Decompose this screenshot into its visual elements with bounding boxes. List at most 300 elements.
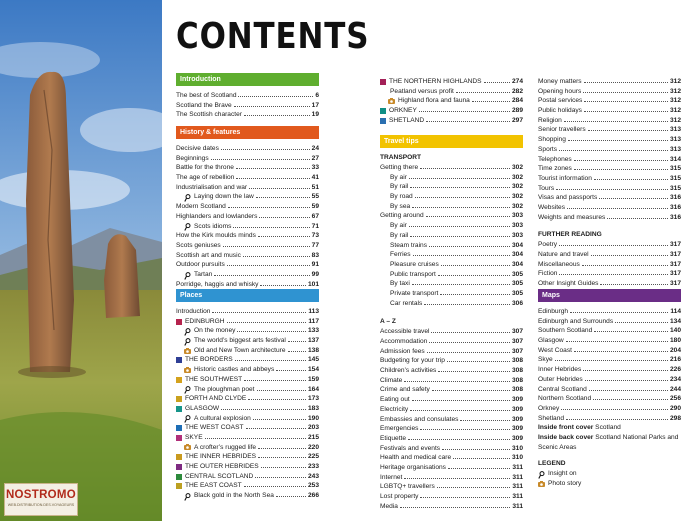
toc-entry-label: By sea [390, 202, 411, 210]
toc-entry [176, 260, 319, 270]
insight-icon [184, 338, 191, 344]
dot-leader [607, 213, 668, 219]
toc-entry-page: 297 [511, 116, 523, 124]
toc-entry [538, 174, 681, 184]
dot-leader [415, 192, 510, 198]
dot-leader [426, 211, 510, 217]
dot-leader [431, 327, 510, 333]
toc-entry-label: The Scottish character [176, 111, 242, 119]
toc-entry [538, 317, 681, 327]
dot-leader [561, 404, 668, 410]
toc-entry-label: Health and medical care [380, 454, 452, 462]
toc-entry-page: 133 [307, 327, 319, 335]
toc-entry-label: Admission fees [380, 347, 425, 355]
dot-leader [437, 482, 511, 488]
toc-entry [176, 280, 319, 290]
toc-entry [176, 414, 319, 424]
dot-leader [412, 202, 510, 208]
toc-entry [538, 365, 681, 375]
dot-leader [236, 163, 310, 169]
toc-entry-page: 253 [307, 482, 319, 490]
toc-entry-page: 140 [669, 327, 681, 335]
dot-leader [564, 116, 668, 122]
toc-entry-label: Highlanders and lowlanders [176, 212, 258, 220]
photo-story-icon [538, 481, 545, 487]
toc-entry-page: 67 [311, 212, 319, 220]
toc-entry [176, 173, 319, 183]
toc-entry [538, 385, 681, 395]
dot-leader [288, 336, 306, 342]
toc-entry-label: Eating out [380, 396, 410, 404]
section-az-continued [538, 77, 681, 289]
toc-entry [380, 221, 523, 231]
insight-icon [184, 328, 191, 334]
toc-entry [538, 336, 681, 346]
legend-photo [538, 479, 681, 489]
toc-entry [176, 101, 319, 111]
dot-leader [582, 260, 668, 266]
toc-entry [380, 289, 523, 299]
toc-entry [538, 394, 681, 404]
toc-entry [538, 203, 681, 213]
toc-entry [380, 463, 523, 473]
toc-entry-label: Accessible travel [380, 328, 430, 336]
toc-entry [538, 77, 681, 87]
toc-entry [538, 326, 681, 336]
toc-entry [176, 231, 319, 241]
toc-entry [176, 423, 319, 433]
toc-entry-page: 137 [307, 337, 319, 345]
publisher-logo [4, 483, 78, 516]
toc-entry [380, 415, 523, 425]
toc-entry-page: 203 [307, 424, 319, 432]
section-header-travel-tips: Travel tips [380, 135, 523, 148]
dot-leader [453, 453, 510, 459]
toc-entry-label: Embassies and consulates [380, 415, 459, 423]
toc-entry-label: By taxi [390, 280, 410, 288]
dot-leader [243, 251, 310, 257]
region-color-marker [176, 319, 182, 325]
dot-leader [568, 135, 668, 141]
toc-entry-label: Introduction [176, 308, 211, 315]
dot-leader [432, 385, 510, 391]
toc-entry [380, 173, 523, 183]
toc-entry [176, 433, 319, 443]
toc-entry-page: 134 [669, 317, 681, 325]
dot-leader [246, 423, 306, 429]
toc-entry [538, 87, 681, 97]
toc-entry-page: 51 [311, 183, 319, 191]
toc-entry-page: 316 [669, 194, 681, 202]
standing-stones-photo [0, 0, 162, 521]
dot-leader [438, 366, 510, 372]
toc-entry-page: 91 [311, 261, 319, 269]
toc-entry-label: Postal services [538, 97, 583, 105]
toc-entry [380, 327, 523, 337]
dot-leader [440, 289, 510, 295]
dot-leader [599, 193, 668, 199]
toc-entry-label: Children’s activities [380, 367, 437, 375]
toc-entry [176, 307, 319, 317]
inside-back-cover [538, 433, 681, 452]
dot-leader [420, 492, 510, 498]
toc-entry-label: THE SOUTHWEST [185, 375, 243, 383]
dot-leader [594, 174, 668, 180]
toc-entry-label: Weights and measures [538, 213, 606, 221]
toc-entry-label: THE NORTHERN HIGHLANDS [389, 78, 482, 85]
toc-entry [176, 202, 319, 212]
dot-leader [260, 280, 306, 286]
toc-entry-page: 282 [511, 87, 523, 95]
toc-entry-label: Skye [538, 356, 553, 364]
dot-leader [256, 192, 310, 198]
toc-entry-page: 311 [512, 483, 523, 491]
toc-entry-page: 55 [311, 193, 319, 201]
toc-entry-page: 314 [669, 155, 681, 163]
dot-leader [249, 183, 310, 189]
toc-entry-label: Scottish art and music [176, 251, 241, 259]
toc-entry-label: Media [380, 502, 398, 510]
toc-entry-label: THE WEST COAST [185, 424, 244, 432]
toc-entry-page: 220 [307, 443, 319, 451]
toc-entry-label: By road [390, 193, 413, 201]
toc-entry-label: Senior travellers [538, 126, 586, 134]
transport-list [380, 163, 523, 308]
toc-entry [380, 424, 523, 434]
toc-entry-page: 183 [307, 404, 319, 412]
insight-icon [184, 415, 191, 421]
toc-entry [176, 462, 319, 472]
toc-entry-page: 298 [669, 414, 681, 422]
toc-entry-page: 274 [511, 78, 523, 85]
toc-entry-label: Industrialisation and war [176, 183, 248, 191]
toc-entry [176, 241, 319, 251]
toc-entry [380, 163, 523, 173]
photo-story-icon [184, 348, 191, 354]
toc-entry-label: Historic castles and abbeys [194, 366, 275, 374]
logo-tagline: WEB.DISTRIBUTION.DES.VOYAGEURS [7, 503, 75, 507]
toc-entry-label: Fiction [538, 270, 558, 278]
toc-entry [176, 346, 319, 356]
dot-leader [233, 222, 309, 228]
toc-entry-label: EDINBURGH [185, 317, 225, 325]
section-history [176, 126, 319, 289]
toc-entry [380, 116, 523, 126]
toc-entry-page: 290 [669, 404, 681, 412]
toc-entry-label: GLASGOW [185, 404, 220, 412]
dot-leader [574, 155, 668, 161]
toc-entry-label: Nature and travel [538, 251, 589, 258]
toc-entry-page: 256 [669, 395, 681, 403]
toc-entry-page: 154 [307, 366, 319, 374]
toc-entry-page: 303 [511, 222, 523, 230]
toc-entry [176, 394, 319, 404]
dot-leader [205, 433, 306, 439]
toc-entry-page: 317 [669, 280, 681, 288]
toc-entry-label: Money matters [538, 78, 582, 85]
toc-entry-page: 289 [511, 107, 523, 115]
region-color-marker [176, 464, 182, 470]
toc-entry-page: 311 [512, 493, 523, 500]
toc-entry [176, 251, 319, 261]
toc-entry-page: 180 [669, 337, 681, 345]
dot-leader [559, 269, 668, 275]
toc-entry [380, 356, 523, 366]
toc-entry-label: By rail [390, 183, 409, 191]
page-title: CONTENTS [176, 16, 370, 57]
toc-entry-page: 302 [511, 173, 523, 181]
dot-leader [413, 250, 510, 256]
toc-entry-page: 302 [511, 202, 523, 210]
toc-entry-label: The best of Scotland [176, 92, 237, 99]
toc-entry-page: 266 [307, 492, 319, 500]
region-color-marker [176, 474, 182, 480]
photo-story-icon [184, 367, 191, 373]
toc-entry-label: Tartan [194, 270, 213, 278]
dot-leader [574, 164, 668, 170]
region-color-marker [176, 435, 182, 441]
toc-entry [538, 279, 681, 289]
dot-leader [566, 414, 668, 420]
section-places [176, 289, 319, 501]
dot-leader [426, 116, 510, 122]
toc-entry-label: Modern Scotland [176, 203, 226, 211]
toc-entry-page: 309 [511, 415, 523, 423]
dot-leader [400, 502, 510, 508]
toc-entry-page: 24 [311, 145, 319, 152]
photo-story-icon [184, 444, 191, 450]
toc-entry [380, 299, 523, 309]
transport-heading: TRANSPORT [380, 154, 422, 161]
inside-back-cover-label: Inside back cover [538, 433, 594, 441]
toc-entry-label: Steam trains [390, 241, 428, 249]
inside-front-cover-label: Inside front cover [538, 424, 594, 432]
toc-entry-label: Orkney [538, 404, 560, 412]
logo-name: NOSTROMO [5, 489, 77, 501]
toc-entry [176, 365, 319, 375]
legend-heading: LEGEND [538, 460, 566, 468]
places-continued-list [380, 77, 523, 125]
toc-entry-label: Car rentals [390, 299, 423, 307]
section-travel-tips [380, 135, 523, 511]
dot-leader [448, 463, 510, 469]
toc-entry-page: 316 [669, 213, 681, 221]
dot-leader [258, 443, 306, 449]
dot-leader [410, 405, 510, 411]
toc-entry [176, 110, 319, 120]
toc-entry [380, 405, 523, 415]
toc-entry [176, 452, 319, 462]
region-color-marker [176, 406, 182, 412]
toc-entry-label: Telephones [538, 155, 572, 163]
toc-entry-page: 6 [315, 92, 319, 99]
legend-photo-label: Photo story [548, 480, 582, 488]
toc-entry-page: 316 [669, 203, 681, 211]
toc-entry [538, 404, 681, 414]
toc-entry-label: Poetry [538, 241, 558, 249]
toc-entry [176, 375, 319, 385]
toc-entry-label: Getting around [380, 212, 424, 220]
toc-entry-label: By air [390, 173, 407, 181]
toc-entry-label: Time zones [538, 165, 572, 173]
toc-entry-label: The ploughman poet [194, 385, 255, 393]
further-reading-heading: FURTHER READING [538, 231, 602, 239]
toc-entry [380, 192, 523, 202]
toc-entry [176, 163, 319, 173]
toc-entry-page: 101 [307, 280, 319, 288]
toc-entry-label: Electricity [380, 405, 409, 413]
toc-entry [176, 154, 319, 164]
dot-leader [472, 96, 510, 102]
toc-entry-page: 225 [307, 453, 319, 461]
toc-entry-page: 302 [511, 164, 523, 171]
dot-leader [404, 473, 510, 479]
dot-leader [584, 96, 668, 102]
dot-leader [484, 77, 510, 83]
dot-leader [276, 365, 306, 371]
toc-entry-label: Miscellaneous [538, 260, 580, 268]
toc-entry-page: 310 [511, 454, 523, 462]
dot-leader [258, 452, 306, 458]
toc-entry-label: THE INNER HEBRIDES [185, 453, 257, 461]
inside-front-cover-text: Scotland [595, 424, 621, 432]
toc-entry-page: 307 [511, 328, 523, 336]
toc-entry [380, 231, 523, 241]
insight-icon [184, 194, 191, 200]
toc-entry-page: 312 [669, 78, 681, 85]
toc-entry [380, 182, 523, 192]
dot-leader [259, 212, 309, 218]
dot-leader [235, 355, 306, 361]
toc-entry-page: 244 [669, 385, 681, 393]
toc-entry [380, 77, 523, 87]
toc-entry-page: 309 [511, 405, 523, 413]
toc-entry [538, 269, 681, 279]
toc-entry [538, 155, 681, 165]
toc-entry-label: Pleasure cruises [390, 260, 439, 268]
insight-icon [184, 223, 191, 229]
insight-icon [538, 471, 545, 477]
dot-leader [460, 415, 510, 421]
toc-entry-label: Crime and safety [380, 386, 430, 394]
dot-leader [424, 299, 510, 305]
toc-entry-label: FORTH AND CLYDE [185, 395, 247, 403]
region-color-marker [176, 377, 182, 383]
az-heading: A – Z [380, 318, 396, 326]
toc-entry [380, 270, 523, 280]
toc-entry-label: By air [390, 222, 407, 230]
section-maps [538, 289, 681, 489]
dot-leader [228, 202, 310, 208]
toc-entry [538, 346, 681, 356]
toc-entry-label: Ferries [390, 251, 411, 259]
dot-leader [412, 395, 510, 401]
toc-entry-page: 233 [307, 463, 319, 470]
dot-leader [255, 472, 306, 478]
toc-entry-page: 312 [669, 87, 681, 95]
toc-entry-page: 226 [669, 366, 681, 374]
toc-entry [380, 96, 523, 106]
toc-entry-label: Opening hours [538, 87, 582, 95]
toc-entry-page: 317 [669, 251, 681, 258]
toc-entry [380, 492, 523, 502]
further-reading-list [538, 240, 681, 288]
toc-entry-page: 284 [511, 97, 523, 105]
dot-leader [583, 365, 668, 371]
toc-entry-page: 308 [511, 367, 523, 375]
section-places-continued [380, 77, 523, 125]
toc-entry-page: 311 [512, 502, 523, 510]
toc-entry-page: 317 [669, 241, 681, 249]
dot-leader [244, 375, 306, 381]
toc-entry [538, 145, 681, 155]
toc-entry [380, 444, 523, 454]
toc-entry-label: Budgeting for your trip [380, 357, 445, 365]
toc-entry-page: 114 [670, 308, 681, 315]
toc-entry-label: Highland flora and fauna [398, 97, 470, 105]
toc-entry-page: 313 [669, 136, 681, 144]
toc-entry-label: Northern Scotland [538, 395, 592, 403]
dot-leader [276, 491, 306, 497]
dot-leader [584, 106, 668, 112]
region-color-marker [176, 425, 182, 431]
toc-entry-page: 33 [311, 164, 319, 172]
toc-entry-page: 306 [511, 299, 523, 307]
toc-entry-page: 308 [511, 357, 523, 365]
toc-entry-label: ORKNEY [389, 107, 417, 115]
toc-entry-label: Internet [380, 473, 403, 481]
toc-entry-label: Tours [538, 184, 555, 192]
toc-entry-label: Public holidays [538, 107, 582, 115]
toc-entry [538, 213, 681, 223]
toc-entry-page: 308 [511, 376, 523, 384]
dot-leader [410, 182, 510, 188]
dot-leader [234, 101, 310, 107]
dot-leader [261, 462, 306, 468]
toc-entry [380, 279, 523, 289]
dot-leader [409, 173, 510, 179]
section-header-places: Places [176, 289, 319, 302]
dot-leader [427, 347, 510, 353]
toc-entry-label: On the money [194, 327, 236, 335]
toc-entry-page: 19 [311, 111, 319, 119]
toc-entry-label: Scots geniuses [176, 241, 221, 249]
toc-entry-page: 311 [512, 473, 523, 481]
toc-entry [538, 375, 681, 385]
dot-leader [404, 376, 510, 382]
dot-leader [244, 110, 310, 116]
toc-entry-label: Beginnings [176, 154, 209, 162]
toc-entry-label: The age of rebellion [176, 174, 235, 182]
toc-entry-page: 77 [311, 241, 319, 249]
toc-entry-label: Heritage organisations [380, 463, 446, 471]
toc-entry-page: 313 [669, 145, 681, 153]
dot-leader [227, 317, 307, 323]
toc-entry-page: 117 [308, 317, 319, 325]
dot-leader [223, 241, 310, 247]
toc-entry [176, 144, 319, 154]
toc-entry-page: 312 [669, 116, 681, 124]
toc-entry-label: Battle for the throne [176, 164, 234, 172]
dot-leader [438, 270, 510, 276]
section-header-introduction: Introduction [176, 73, 319, 86]
toc-entry [538, 250, 681, 260]
toc-entry [176, 481, 319, 491]
dot-leader [238, 91, 313, 97]
toc-entry [538, 240, 681, 250]
legend-insight-label: Insight on [548, 470, 577, 478]
toc-entry-page: 304 [511, 241, 523, 249]
